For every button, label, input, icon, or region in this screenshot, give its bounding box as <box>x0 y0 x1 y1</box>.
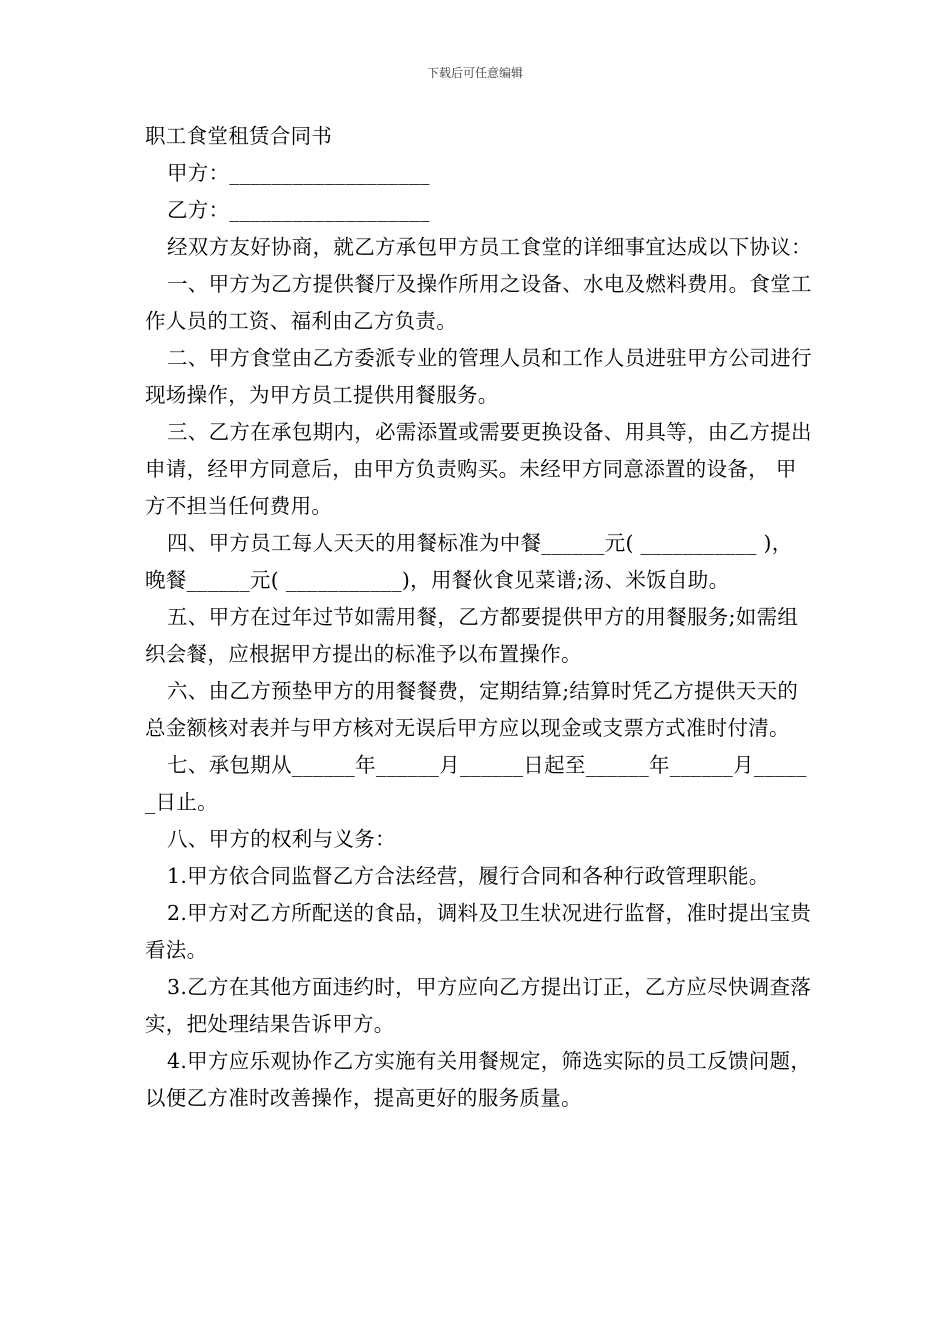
clause-8-item-4: 4.甲方应乐观协作乙方实施有关用餐规定，筛选实际的员工反馈问题，以便乙方准时改善操作，提高更好的服务质量。 <box>145 1049 812 1110</box>
preamble-paragraph: 经双方友好协商，就乙方承包甲方员工食堂的详细事宜达成以下协议： <box>167 235 812 259</box>
party-a-line: 甲方：___________________ <box>167 161 430 185</box>
clause-7: 七、承包期从______年______月______日起至______年______月______日止。 <box>145 753 807 814</box>
clause-8-item-1: 1.甲方依合同监督乙方合法经营，履行合同和各种行政管理职能。 <box>167 864 770 888</box>
clause-1: 一、甲方为乙方提供餐厅及操作所用之设备、水电及燃料费用。食堂工作人员的工资、福利由乙方负责。 <box>145 272 812 333</box>
clause-8-heading: 八、甲方的权利与义务： <box>167 827 396 851</box>
clause-8-item-3: 3.乙方在其他方面违约时，甲方应向乙方提出订正，乙方应尽快调查落实，把处理结果告诉甲方。 <box>145 975 812 1036</box>
clause-5: 五、甲方在过年过节如需用餐，乙方都要提供甲方的用餐服务;如需组织会餐，应根据甲方提出的标准予以布置操作。 <box>145 605 799 666</box>
clause-4: 四、甲方员工每人天天的用餐标准为中餐______元( ___________ )，晚餐______元( ___________)，用餐伙食见菜谱;汤、米饭自助。 <box>145 531 793 592</box>
contract-document <box>145 118 813 1117</box>
party-b-line: 乙方：___________________ <box>167 198 430 222</box>
clause-2: 二、甲方食堂由乙方委派专业的管理人员和工作人员进驻甲方公司进行现场操作，为甲方员工提供用餐服务。 <box>145 346 812 407</box>
clause-6: 六、由乙方预垫甲方的用餐餐费，定期结算;结算时凭乙方提供天天的总金额核对表并与甲方核对无误后甲方应以现金或支票方式准时付清。 <box>145 679 799 740</box>
clause-8-item-2: 2.甲方对乙方所配送的食品，调料及卫生状况进行监督，准时提出宝贵看法。 <box>145 901 812 962</box>
document-title: 职工食堂租赁合同书 <box>145 124 333 148</box>
clause-3: 三、乙方在承包期内，必需添置或需要更换设备、用具等，由乙方提出申请，经甲方同意后，由甲方负责购买。未经甲方同意添置的设备， 甲方不担当任何费用。 <box>145 420 812 518</box>
page-header-note: 下载后可任意编辑 <box>426 66 523 80</box>
